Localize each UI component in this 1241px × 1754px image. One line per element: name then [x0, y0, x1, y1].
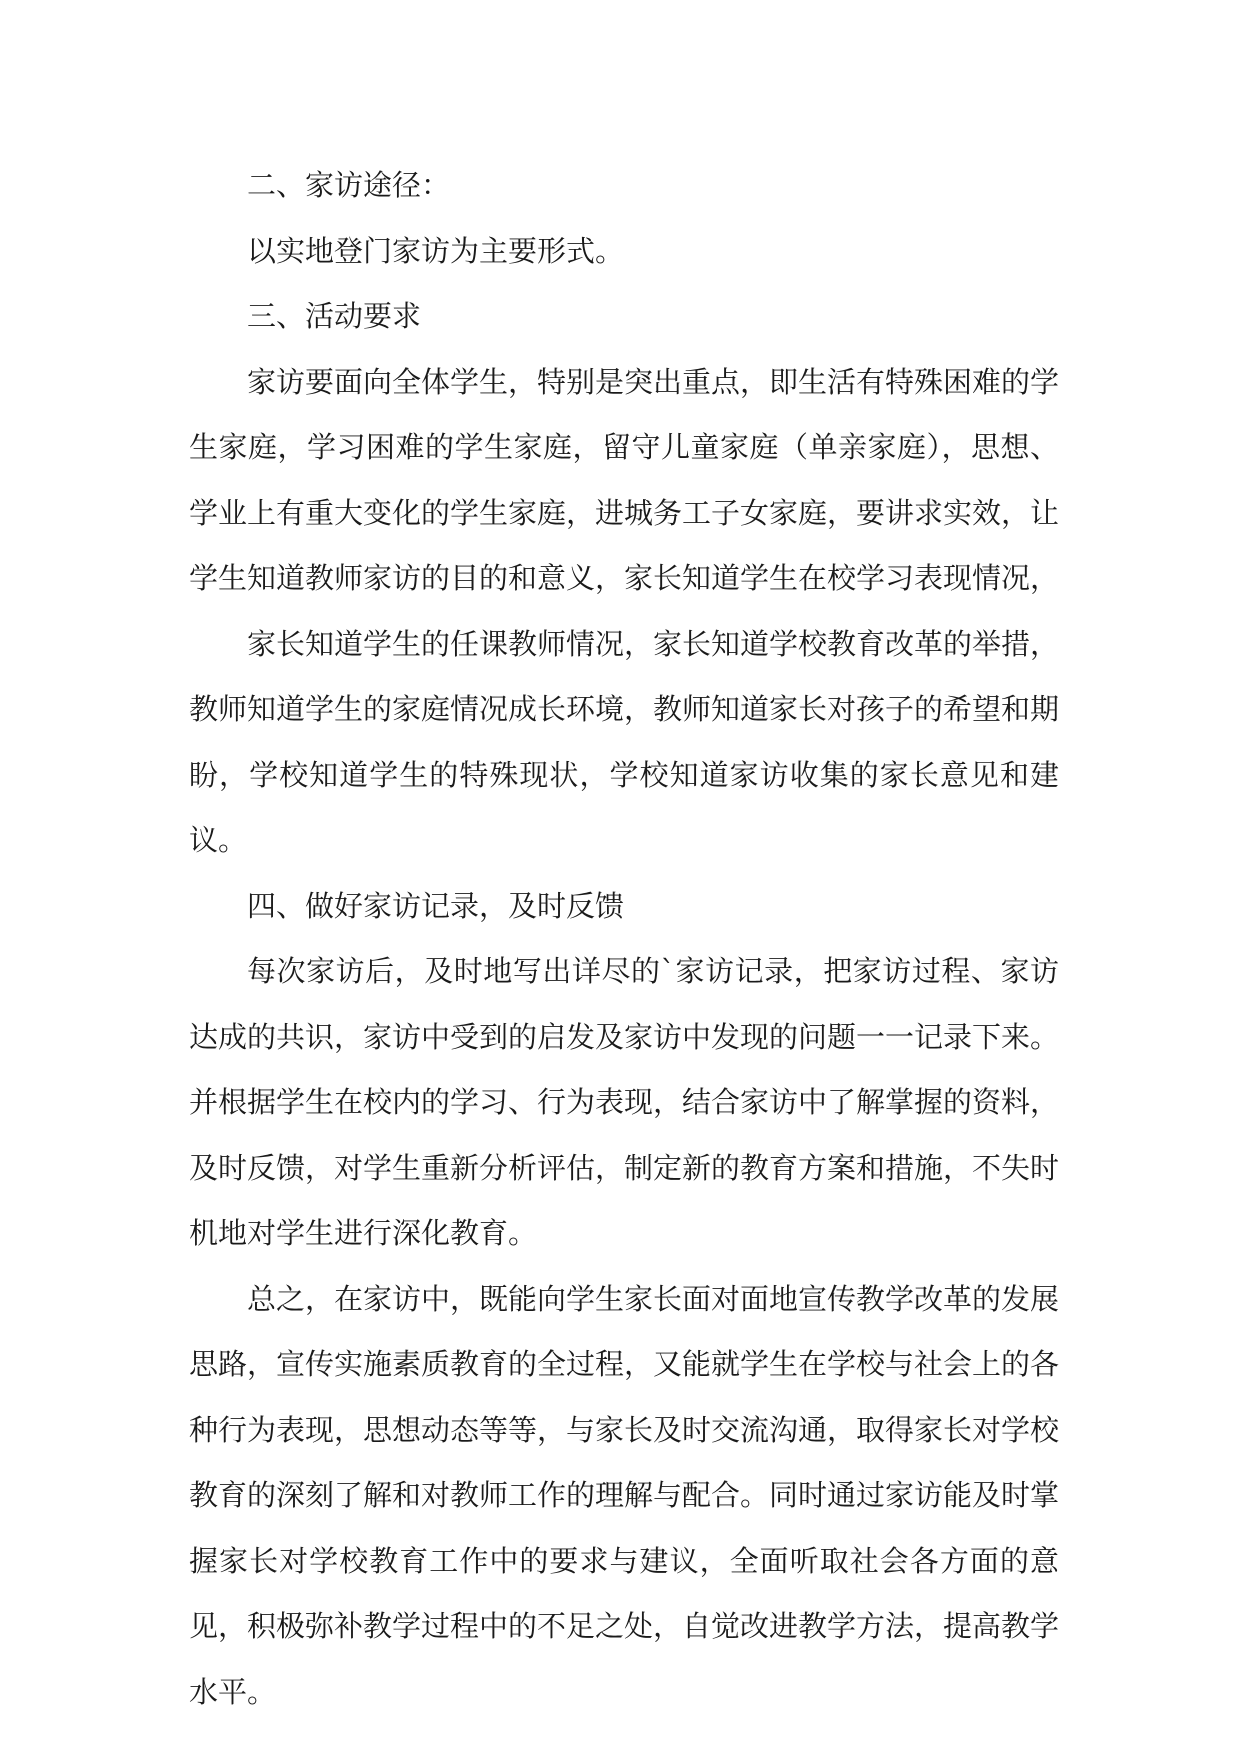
- conclusion-paragraph: 总之，在家访中，既能向学生家长面对面地宣传教学改革的发展思路，宣传实施素质教育的全过程，又能就学生在学校与社会上的各种行为表现，思想动态等等，与家长及时交流沟通，取得家长对学校教育的深刻了解和对教师工作的理解与配合。同时通过家访能及时掌握家长对学校教育工作中的要求与建议，全面听取社会各方面的意见，积极弥补教学过程中的不足之处，自觉改进教学方法，提高教学水平。: [189, 1281, 1060, 1709]
- document-body: [189, 153, 1059, 1725]
- section-4-heading: 四、做好家访记录，及时反馈: [247, 888, 625, 923]
- section-3-body-1: 家访要面向全体学生，特别是突出重点，即生活有特殊困难的学生家庭，学习困难的学生家庭，留守儿童家庭（单亲家庭），思想、学业上有重大变化的学生家庭，进城务工子女家庭，要讲求实效，让学生知道教师家访的目的和意义，家长知道学生在校学习表现情况，: [189, 364, 1060, 595]
- section-4-body: 每次家访后，及时地写出详尽的`家访记录，把家访过程、家访达成的共识，家访中受到的启发及家访中发现的问题一一记录下来。并根据学生在校内的学习、行为表现，结合家访中了解掌握的资料，及时反馈，对学生重新分析评估，制定新的教育方案和措施，不失时机地对学生进行深化教育。: [189, 954, 1060, 1250]
- section-2-heading: 二、家访途径：: [247, 168, 451, 202]
- section-3-heading: 三、活动要求: [247, 299, 422, 333]
- section-3-body-2: 家长知道学生的任课教师情况，家长知道学校教育改革的举措，教师知道学生的家庭情况成长环境，教师知道家长对孩子的希望和期盼，学校知道学生的特殊现状，学校知道家访收集的家长意见和建议。: [189, 626, 1060, 857]
- section-2-body: 以实地登门家访为主要形式。: [247, 233, 625, 268]
